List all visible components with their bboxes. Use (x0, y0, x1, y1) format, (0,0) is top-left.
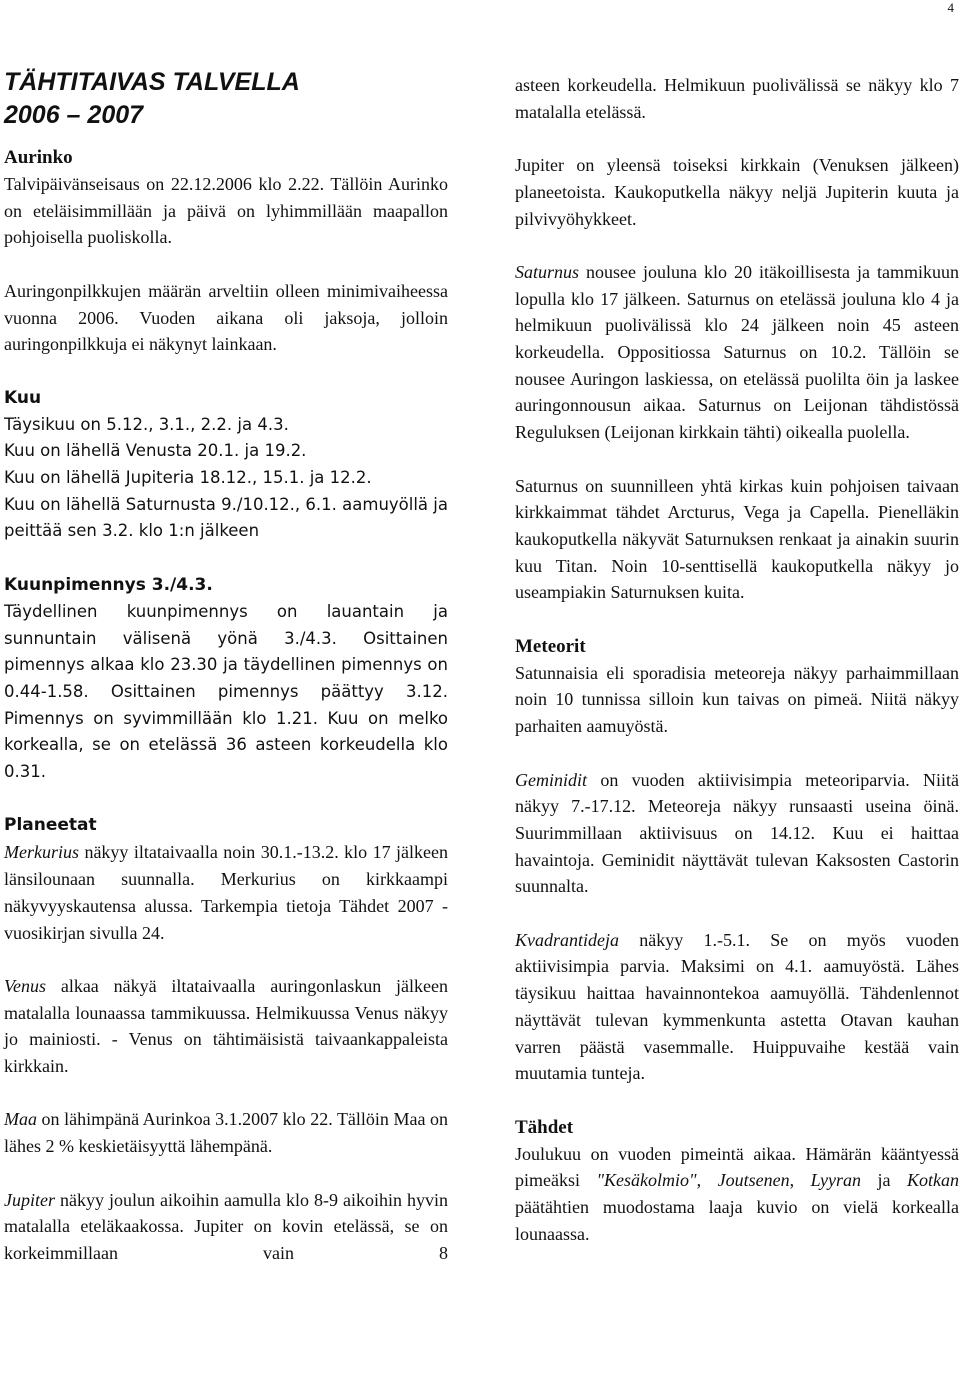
paragraph-kuunpimennys: Täydellinen kuunpimennys on lauantain ja sunnuntain välisenä yönä 3./4.3. Osittainen pimennys alkaa klo 23.30 ja täydellinen pimennys on 0.44-1.58. Osittainen pimennys päättyy 3.12. Pimennys on syvimmillään klo 1.21. Kuu on melko korkealla, se on etelässä 36 asteen korkeudella klo 0.31. (4, 601, 448, 782)
paragraph-saturnus-2: Saturnus on suunnilleen yhtä kirkas kuin pohjoisen taivaan kirkkaimmat tähdet Arcturus, Vega ja Capella. Pienelläkin kaukoputkella näkyvät Saturnuksen renkaat ja ainakin suurin kuu Titan. Noin 10-senttisellä kaukoputkella näkyy jo useampiakin Saturnuksen kuita. (515, 475, 959, 603)
paragraph-jupiter (4, 1187, 448, 1267)
right-column (515, 72, 959, 1247)
tahdet-text-2: päätähtien muodostama laaja kuvio on vielä korkealla lounaassa. (515, 1197, 959, 1244)
paragraph-geminidit (515, 767, 959, 901)
heading-aurinko: Aurinko (4, 147, 73, 168)
page-title (4, 66, 448, 132)
title-line-1: TÄHTITAIVAS TALVELLA (4, 68, 300, 96)
saturnus-name: Saturnus (515, 261, 580, 282)
jupiter-text: näkyy joulun aikoihin aamulla klo 8-9 aikoihin hyvin matalalla eteläkaakossa. Jupiter on kovin etelässä, se on korkeimmillaan vain 8 (4, 1189, 448, 1263)
paragraph-aurinko-2: Auringonpilkkujen määrän arveltiin olleen minimivaiheessa vuonna 2006. Vuoden aikana oli jaksoja, jolloin auringonpilkkuja ei näkynyt lainkaan. (4, 280, 448, 355)
kuu-line: Kuu on lähellä Jupiteria 18.12., 15.1. ja 12.2. (4, 468, 372, 487)
paragraph-jupiter-2: Jupiter on yleensä toiseksi kirkkain (Venuksen jälkeen) planeetoista. Kaukoputkella näkyy neljä Jupiterin kuuta ja pilvivyöhykkeet. (515, 155, 959, 229)
venus-name: Venus (4, 975, 46, 996)
heading-kuu: Kuu (4, 387, 42, 408)
tahdet-kesakolmio: "Kesäkolmio" (596, 1170, 697, 1191)
tahdet-lyyran: Lyyran (810, 1170, 862, 1191)
geminidit-text: on vuoden aktiivisimpia meteoriparvia. Niitä näkyy 7.-17.12. Meteoreja näkyy runsaasti useina öinä. Suurimmillaan aktiivisuus on 14.12. Kuu ei haittaa havaintoja. Geminidit näyttävät tulevan Kaksosten Castorin suunnalta. (515, 769, 959, 897)
kuu-line: Kuu on lähellä Saturnusta 9./10.12., 6.1. aamuyöllä ja peittää sen 3.2. klo 1:n jälkeen (4, 494, 448, 541)
tahdet-joutsenen: Joutsenen (717, 1170, 790, 1191)
geminidit-name: Geminidit (515, 769, 587, 790)
heading-tahdet: Tähdet (515, 1116, 574, 1138)
heading-kuunpimennys: Kuunpimennys 3./4.3. (4, 574, 213, 595)
left-column (4, 66, 448, 1267)
saturnus-text: nousee jouluna klo 20 itäkoillisesta ja tammikuun lopulla klo 17 jälkeen. Saturnus on etelässä jouluna klo 4 ja helmikuun puolivälissä klo 24 jälkeen noin 45 asteen korkeudella. Oppositiossa Saturnus on 10.2. Tällöin se nousee Auringon laskiessa, on etelässä puolilta öin ja laskee auringonnousun aikaa. Saturnus on Leijonan tähdistössä Reguluksen (Leijonan kirkkain tähti) oikealla puolella. (515, 261, 959, 443)
venus-text: alkaa näkyä iltataivaalla auringonlaskun jälkeen matalalla lounaassa tammikuussa. Helmikuussa Venus näkyy jo mainiosti. - Venus on tähtimäisistä taivaankappaleista kirkkain. (4, 975, 448, 1077)
paragraph-venus (4, 973, 448, 1080)
page-number: 4 (947, 0, 954, 15)
paragraph-meteorit: Satunnaisia eli sporadisia meteoreja näkyy parhaimmillaan noin 10 tunnissa silloin kun taivas on pimeä. Niitä näkyy parhaiten aamuyöstä. (515, 662, 959, 737)
kuu-line: Kuu on lähellä Venusta 20.1. ja 19.2. (4, 441, 307, 461)
tahdet-sep: , (696, 1170, 718, 1191)
kvadrantideja-name: Kvadrantideja (515, 929, 619, 950)
tahdet-text-1: Joulukuu on vuoden pimeintä aikaa. Hämärän kääntyessä pimeäksi (515, 1143, 959, 1191)
paragraph-aurinko-1: Talvipäivänseisaus on 22.12.2006 klo 2.22. Tällöin Aurinko on eteläisimmillään ja päivä on lyhimmillään maapallon pohjoisella puoliskolla. (4, 174, 448, 248)
heading-planeetat: Planeetat (4, 815, 97, 836)
merkurius-name: Merkurius (4, 842, 79, 863)
jupiter-name: Jupiter (4, 1189, 55, 1210)
kuu-list (4, 412, 448, 546)
maa-text: on lähimpänä Aurinkoa 3.1.2007 klo 22. Tällöin Maa on lähes 2 % keskietäisyyttä lähempänä. (4, 1109, 448, 1157)
paragraph-saturnus (515, 259, 959, 446)
heading-meteorit: Meteorit (515, 635, 586, 657)
maa-name: Maa (4, 1109, 37, 1130)
paragraph-jupiter-cont: asteen korkeudella. Helmikuun puolivälissä se näkyy klo 7 matalalla etelässä. (515, 75, 959, 122)
paragraph-merkurius (4, 839, 448, 946)
title-line-2: 2006 – 2007 (4, 101, 144, 129)
tahdet-sep: , (789, 1170, 811, 1191)
tahdet-kotkan: Kotkan (907, 1170, 960, 1191)
paragraph-kvadrantideja (515, 927, 959, 1087)
kvadrantideja-text: näkyy 1.-5.1. Se on myös vuoden aktiivisimpia parvia. Maksimi on 4.1. aamuyöstä. Lähes täysikuu haittaa havainnontekoa aamuyöllä. Tähdenlennot näyttävät tulevan kymmenkunta astetta Otavan kauhan varren päästä vasemmalle. Huippuvaihe kestää vain muutamia tunteja. (515, 929, 959, 1084)
kuu-line: Täysikuu on 5.12., 3.1., 2.2. ja 4.3. (4, 414, 289, 434)
merkurius-text: näkyy iltataivaalla noin 30.1.-13.2. klo 17 jälkeen länsilounaan suunnalla. Merkurius on kirkkaampi näkyvyyskautensa alussa. Tarkempia tietoja Tähdet 2007 - vuosikirjan sivulla 24. (4, 842, 448, 943)
paragraph-tahdet (515, 1141, 959, 1248)
paragraph-maa (4, 1106, 448, 1159)
tahdet-ja: ja (861, 1170, 908, 1191)
